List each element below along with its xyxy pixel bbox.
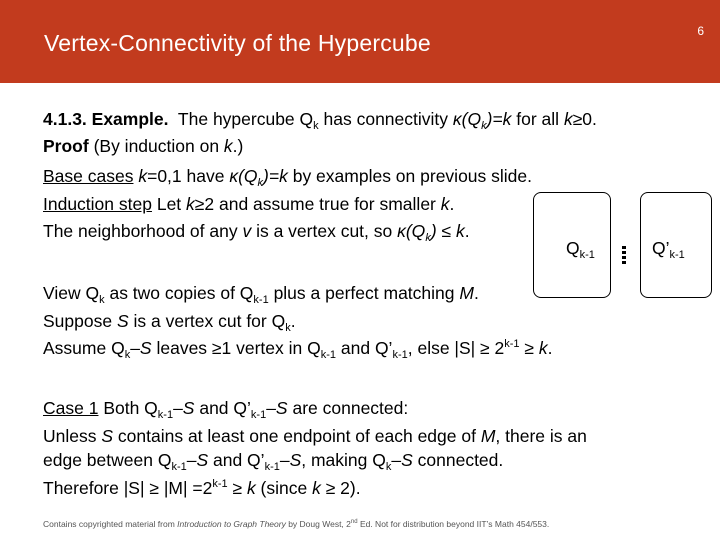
text: for all — [511, 109, 564, 129]
text: are connected: — [287, 398, 409, 418]
text: Therefore |S| ≥ |M| =2 — [43, 478, 213, 498]
therefore-line — [43, 477, 361, 501]
subscript: k — [425, 232, 431, 244]
text: . — [473, 283, 479, 303]
neighborhood-line — [43, 220, 470, 244]
subscript: k-1 — [264, 461, 280, 473]
subscript: k — [257, 177, 264, 189]
subscript: k-1 — [579, 249, 595, 261]
superscript: k-1 — [212, 478, 228, 490]
text: k — [246, 478, 256, 498]
text: . — [290, 311, 296, 331]
text: plus a perfect matching — [268, 283, 460, 303]
text: is a vertex cut for Q — [128, 311, 286, 331]
superscript: k-1 — [504, 338, 520, 350]
proof-line — [43, 135, 243, 159]
text: ≥ — [227, 478, 247, 498]
text: Q — [299, 109, 314, 129]
subscript: k-1 — [250, 409, 267, 421]
text: , making Q — [301, 450, 386, 470]
text: edge between Q — [43, 450, 172, 470]
text: k — [538, 338, 548, 358]
text: ≥ — [519, 338, 539, 358]
example-line — [43, 108, 597, 132]
superscript: nd — [350, 519, 358, 525]
text: k — [563, 109, 573, 129]
text: . — [464, 221, 470, 241]
text: Unless — [43, 426, 102, 446]
text: , there is an — [495, 426, 587, 446]
copyright-footer — [43, 519, 549, 529]
subscript: k — [481, 120, 487, 132]
text: k — [455, 221, 465, 241]
text: has connectivity — [318, 109, 453, 129]
text: leaves ≥1 vertex in Q — [151, 338, 321, 358]
book-title: Introduction to Graph Theory — [177, 519, 286, 529]
subscript: k-1 — [157, 409, 174, 421]
proof-label: Proof — [43, 136, 89, 156]
base-cases-line — [43, 165, 532, 189]
text: κ(Q — [452, 109, 482, 129]
text: , else |S| ≥ 2 — [407, 338, 505, 358]
text: –S — [173, 398, 195, 418]
text: k — [312, 478, 321, 498]
text: The hypercube — [177, 109, 300, 129]
text: –S — [391, 450, 413, 470]
unless-line-1 — [43, 425, 587, 449]
unless-line-2 — [43, 449, 503, 473]
text: ) ≤ — [430, 221, 456, 241]
text: by examples on previous slide. — [287, 166, 532, 186]
text: S — [116, 311, 129, 331]
subscript: k — [124, 349, 131, 361]
case1-line — [43, 397, 408, 421]
text: (since — [255, 478, 313, 498]
text: )=k — [486, 109, 512, 129]
text: View Q — [43, 283, 100, 303]
text: and Q’ — [336, 338, 393, 358]
text: . — [547, 338, 553, 358]
example-heading: 4.1.3. Example. — [43, 109, 169, 129]
text: =0,1 have — [147, 166, 230, 186]
induction-line — [43, 193, 454, 217]
suppose-line — [43, 310, 296, 334]
base-cases-label: Base cases — [43, 166, 134, 186]
text: (By induction on — [88, 136, 224, 156]
text: Suppose — [43, 311, 117, 331]
text: –S — [130, 338, 152, 358]
subscript: k — [313, 120, 319, 132]
text: )=k — [263, 166, 288, 186]
text: –S — [266, 398, 288, 418]
text: Ed. Not for distribution beyond IIT’s Math 454/553. — [357, 519, 550, 529]
text: S — [101, 426, 114, 446]
subscript: k — [99, 294, 105, 306]
text: k — [138, 166, 148, 186]
text: –S — [279, 450, 302, 470]
text: Contains copyrighted material from — [43, 519, 178, 529]
subscript: k-1 — [320, 349, 337, 361]
text: Let — [151, 194, 187, 214]
title-bar — [0, 0, 720, 83]
subscript: k — [285, 322, 291, 334]
text: ≥2 and assume true for smaller — [194, 194, 441, 214]
text: Assume Q — [43, 338, 125, 358]
text: and Q’ — [208, 450, 265, 470]
case1-label: Case 1 — [43, 398, 99, 418]
text: k — [440, 194, 450, 214]
text: ≥ 2). — [320, 478, 361, 498]
subscript: k-1 — [392, 349, 408, 361]
text: k — [186, 194, 195, 214]
text: The neighborhood of any — [43, 221, 243, 241]
subscript: k — [385, 461, 392, 473]
text: Both Q — [98, 398, 158, 418]
text: connected. — [412, 450, 504, 470]
text: Q — [566, 238, 580, 258]
subscript: k-1 — [253, 294, 269, 306]
text: by Doug West, 2 — [285, 519, 351, 529]
left-box-label — [566, 238, 595, 259]
text: –S — [186, 450, 209, 470]
right-box-label — [652, 238, 685, 259]
slide-number: 6 — [697, 24, 704, 38]
view-line — [43, 282, 479, 306]
text: v — [242, 221, 252, 241]
text: contains at least one endpoint of each edge of — [113, 426, 481, 446]
text: .) — [232, 136, 244, 156]
text: as two copies of Q — [104, 283, 254, 303]
text: M — [459, 283, 474, 303]
text: κ(Q — [397, 221, 426, 241]
subscript: k-1 — [171, 461, 187, 473]
matching-edges-dots — [622, 246, 626, 266]
text: M — [480, 426, 496, 446]
text: is a vertex cut, so — [251, 221, 398, 241]
induction-step-label: Induction step — [43, 194, 152, 214]
assume-line — [43, 337, 553, 361]
text: and Q’ — [194, 398, 251, 418]
text: k — [223, 136, 233, 156]
slide-title: Vertex-Connectivity of the Hypercube — [44, 30, 431, 56]
text: Q’ — [652, 238, 670, 258]
subscript: k-1 — [669, 249, 685, 261]
text: ≥0. — [572, 109, 597, 129]
text: . — [449, 194, 455, 214]
text: κ(Q — [229, 166, 258, 186]
